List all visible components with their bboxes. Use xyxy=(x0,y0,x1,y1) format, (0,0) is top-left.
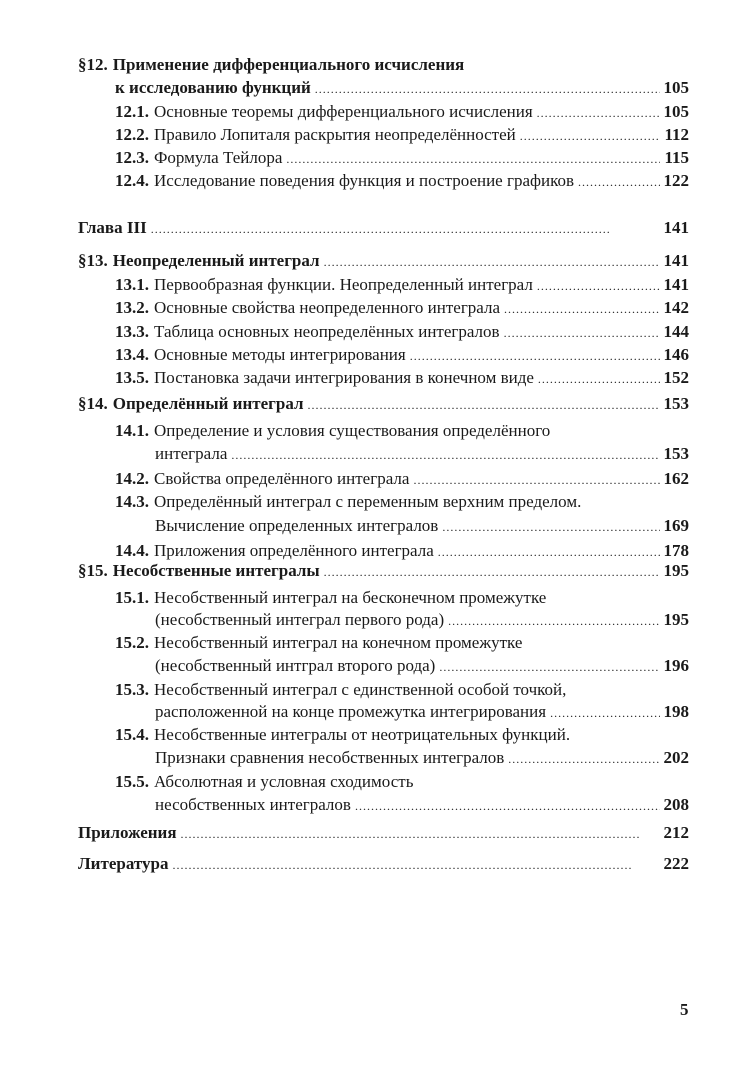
entry-page: 195 xyxy=(663,610,689,629)
entry-title: Несобственный интеграл с единственной особой точкой, xyxy=(154,680,567,699)
entry-title: Постановка задачи интегрирования в конечном виде xyxy=(154,368,534,387)
dot-leader xyxy=(520,125,661,148)
entry-number: 13.5. xyxy=(115,368,149,387)
entry-number: 12.4. xyxy=(115,171,149,190)
toc-entry-line xyxy=(78,559,689,582)
toc-entry-line xyxy=(115,586,689,609)
toc-entry-line xyxy=(78,392,689,415)
entry-number: §13. xyxy=(78,251,108,270)
toc-entry-line xyxy=(115,76,689,99)
entry-number: 14.1. xyxy=(115,421,149,440)
entry-title: интеграла xyxy=(155,444,228,463)
dot-leader xyxy=(308,394,660,417)
dot-leader xyxy=(324,561,660,584)
entry-title: Несобственные интегралы xyxy=(112,561,320,580)
toc-entry-line xyxy=(155,700,689,723)
toc-entry-line xyxy=(115,490,689,513)
entry-title: Формула Тейлора xyxy=(154,148,283,167)
dot-leader xyxy=(151,218,660,241)
toc-entry-line xyxy=(78,53,689,76)
dot-leader xyxy=(355,795,660,818)
entry-page: 198 xyxy=(663,702,689,721)
entry-page: 178 xyxy=(663,541,689,560)
entry-title: Применение дифференциального исчисления xyxy=(112,55,465,74)
dot-leader xyxy=(550,702,659,725)
entry-title: Исследование поведения функция и построение графиков xyxy=(154,171,575,190)
entry-title: Первообразная функции. Неопределенный интеграл xyxy=(154,275,533,294)
dot-leader xyxy=(439,656,659,679)
entry-number: §12. xyxy=(78,55,108,74)
entry-number: 12.3. xyxy=(115,148,149,167)
dot-leader xyxy=(504,298,659,321)
entry-number: §15. xyxy=(78,561,108,580)
toc-entry-line xyxy=(78,249,689,272)
toc-entry-line xyxy=(78,821,689,844)
toc-entry-line xyxy=(155,608,689,631)
toc-entry-line xyxy=(115,419,689,442)
entry-number: 15.1. xyxy=(115,588,149,607)
entry-title: (несобственный интеграл первого рода) xyxy=(155,610,445,629)
entry-page: 142 xyxy=(663,298,689,317)
entry-page: 208 xyxy=(663,795,689,814)
entry-page: 169 xyxy=(663,516,689,535)
entry-number: 13.3. xyxy=(115,322,149,341)
dot-leader xyxy=(538,368,660,391)
toc-entry-line xyxy=(155,514,689,537)
entry-page: 122 xyxy=(663,171,689,190)
entry-page: 222 xyxy=(663,854,689,873)
entry-page: 115 xyxy=(664,148,689,167)
entry-page: 141 xyxy=(663,251,689,270)
entry-number: 14.2. xyxy=(115,469,149,488)
toc-entry-line xyxy=(115,100,689,123)
entry-title: Определённый интеграл xyxy=(112,394,304,413)
entry-title: Приложения определённого интеграла xyxy=(154,541,434,560)
entry-number: 15.2. xyxy=(115,633,149,652)
entry-title: к исследованию функций xyxy=(115,78,311,97)
entry-title: Несобственные интегралы от неотрицательных функций. xyxy=(154,725,571,744)
dot-leader xyxy=(231,444,659,467)
toc-entry-line xyxy=(115,366,689,389)
entry-title: Глава III xyxy=(78,218,147,237)
dot-leader xyxy=(410,345,660,368)
entry-page: 141 xyxy=(663,275,689,294)
dot-leader xyxy=(442,516,659,539)
entry-page: 153 xyxy=(663,444,689,463)
entry-page: 153 xyxy=(663,394,689,413)
entry-page: 162 xyxy=(663,469,689,488)
entry-title: Определённый интеграл с переменным верхним пределом. xyxy=(154,492,582,511)
dot-leader xyxy=(324,251,660,274)
entry-title: Абсолютная и условная сходимость xyxy=(154,772,414,791)
toc-entry-line xyxy=(78,852,689,875)
entry-title: Несобственный интеграл на конечном промежутке xyxy=(154,633,523,652)
entry-page: 105 xyxy=(663,102,689,121)
dot-leader xyxy=(537,102,660,125)
toc-entry-line xyxy=(155,746,689,769)
toc-entry-line xyxy=(78,216,689,239)
entry-page: 112 xyxy=(664,125,689,144)
toc-entry-line xyxy=(115,273,689,296)
entry-title: Литература xyxy=(78,854,169,873)
entry-title: Основные теоремы дифференциального исчисления xyxy=(154,102,533,121)
toc-entry-line xyxy=(115,631,689,654)
entry-page: 196 xyxy=(663,656,689,675)
dot-leader xyxy=(537,275,660,298)
entry-title: расположенной на конце промежутка интегрирования xyxy=(155,702,547,721)
toc-entry-line xyxy=(115,146,689,169)
entry-title: несобственных интегралов xyxy=(155,795,351,814)
entry-title: Вычисление определенных интегралов xyxy=(155,516,439,535)
dot-leader xyxy=(578,171,659,194)
entry-title: Правило Лопиталя раскрытия неопределённостей xyxy=(154,125,516,144)
entry-number: 14.3. xyxy=(115,492,149,511)
toc-entry-line xyxy=(155,654,689,677)
entry-number: 13.1. xyxy=(115,275,149,294)
entry-page: 152 xyxy=(663,368,689,387)
toc-entry-line xyxy=(155,793,689,816)
entry-number: 13.2. xyxy=(115,298,149,317)
dot-leader xyxy=(172,854,659,877)
entry-number: 12.1. xyxy=(115,102,149,121)
entry-page: 144 xyxy=(663,322,689,341)
entry-title: Определение и условия существования определённого xyxy=(154,421,551,440)
dot-leader xyxy=(508,748,659,771)
entry-page: 141 xyxy=(663,218,689,237)
entry-number: 15.5. xyxy=(115,772,149,791)
entry-number: 14.4. xyxy=(115,541,149,560)
entry-title: (несобственный интграл второго рода) xyxy=(155,656,436,675)
toc-entry-line xyxy=(115,723,689,746)
entry-page: 212 xyxy=(663,823,689,842)
entry-page: 146 xyxy=(663,345,689,364)
entry-number: 12.2. xyxy=(115,125,149,144)
dot-leader xyxy=(504,322,660,345)
toc-entry-line xyxy=(115,320,689,343)
entry-title: Основные свойства неопределенного интеграла xyxy=(154,298,501,317)
dot-leader xyxy=(413,469,659,492)
dot-leader xyxy=(286,148,660,171)
toc-entry-line xyxy=(155,442,689,465)
dot-leader xyxy=(315,78,660,101)
entry-title: Приложения xyxy=(78,823,177,842)
entry-number: §14. xyxy=(78,394,108,413)
entry-title: Основные методы интегрирования xyxy=(154,345,406,364)
entry-page: 195 xyxy=(663,561,689,580)
page-number: 5 xyxy=(680,1000,689,1019)
entry-title: Несобственный интеграл на бесконечном промежутке xyxy=(154,588,547,607)
toc-entry-line xyxy=(115,770,689,793)
entry-number: 13.4. xyxy=(115,345,149,364)
entry-title: Свойства определённого интеграла xyxy=(154,469,410,488)
toc-entry-line xyxy=(115,123,689,146)
toc-entry-line xyxy=(115,343,689,366)
entry-page: 105 xyxy=(663,78,689,97)
entry-title: Неопределенный интеграл xyxy=(112,251,320,270)
toc-entry-line xyxy=(115,169,689,192)
dot-leader xyxy=(181,823,660,846)
toc-entry-line xyxy=(115,296,689,319)
entry-number: 15.4. xyxy=(115,725,149,744)
entry-title: Таблица основных неопределённых интегралов xyxy=(154,322,500,341)
toc-entry-line xyxy=(115,678,689,701)
entry-page: 202 xyxy=(663,748,689,767)
entry-title: Признаки сравнения несобственных интегралов xyxy=(155,748,505,767)
toc-entry-line xyxy=(115,467,689,490)
entry-number: 15.3. xyxy=(115,680,149,699)
dot-leader xyxy=(448,610,659,633)
